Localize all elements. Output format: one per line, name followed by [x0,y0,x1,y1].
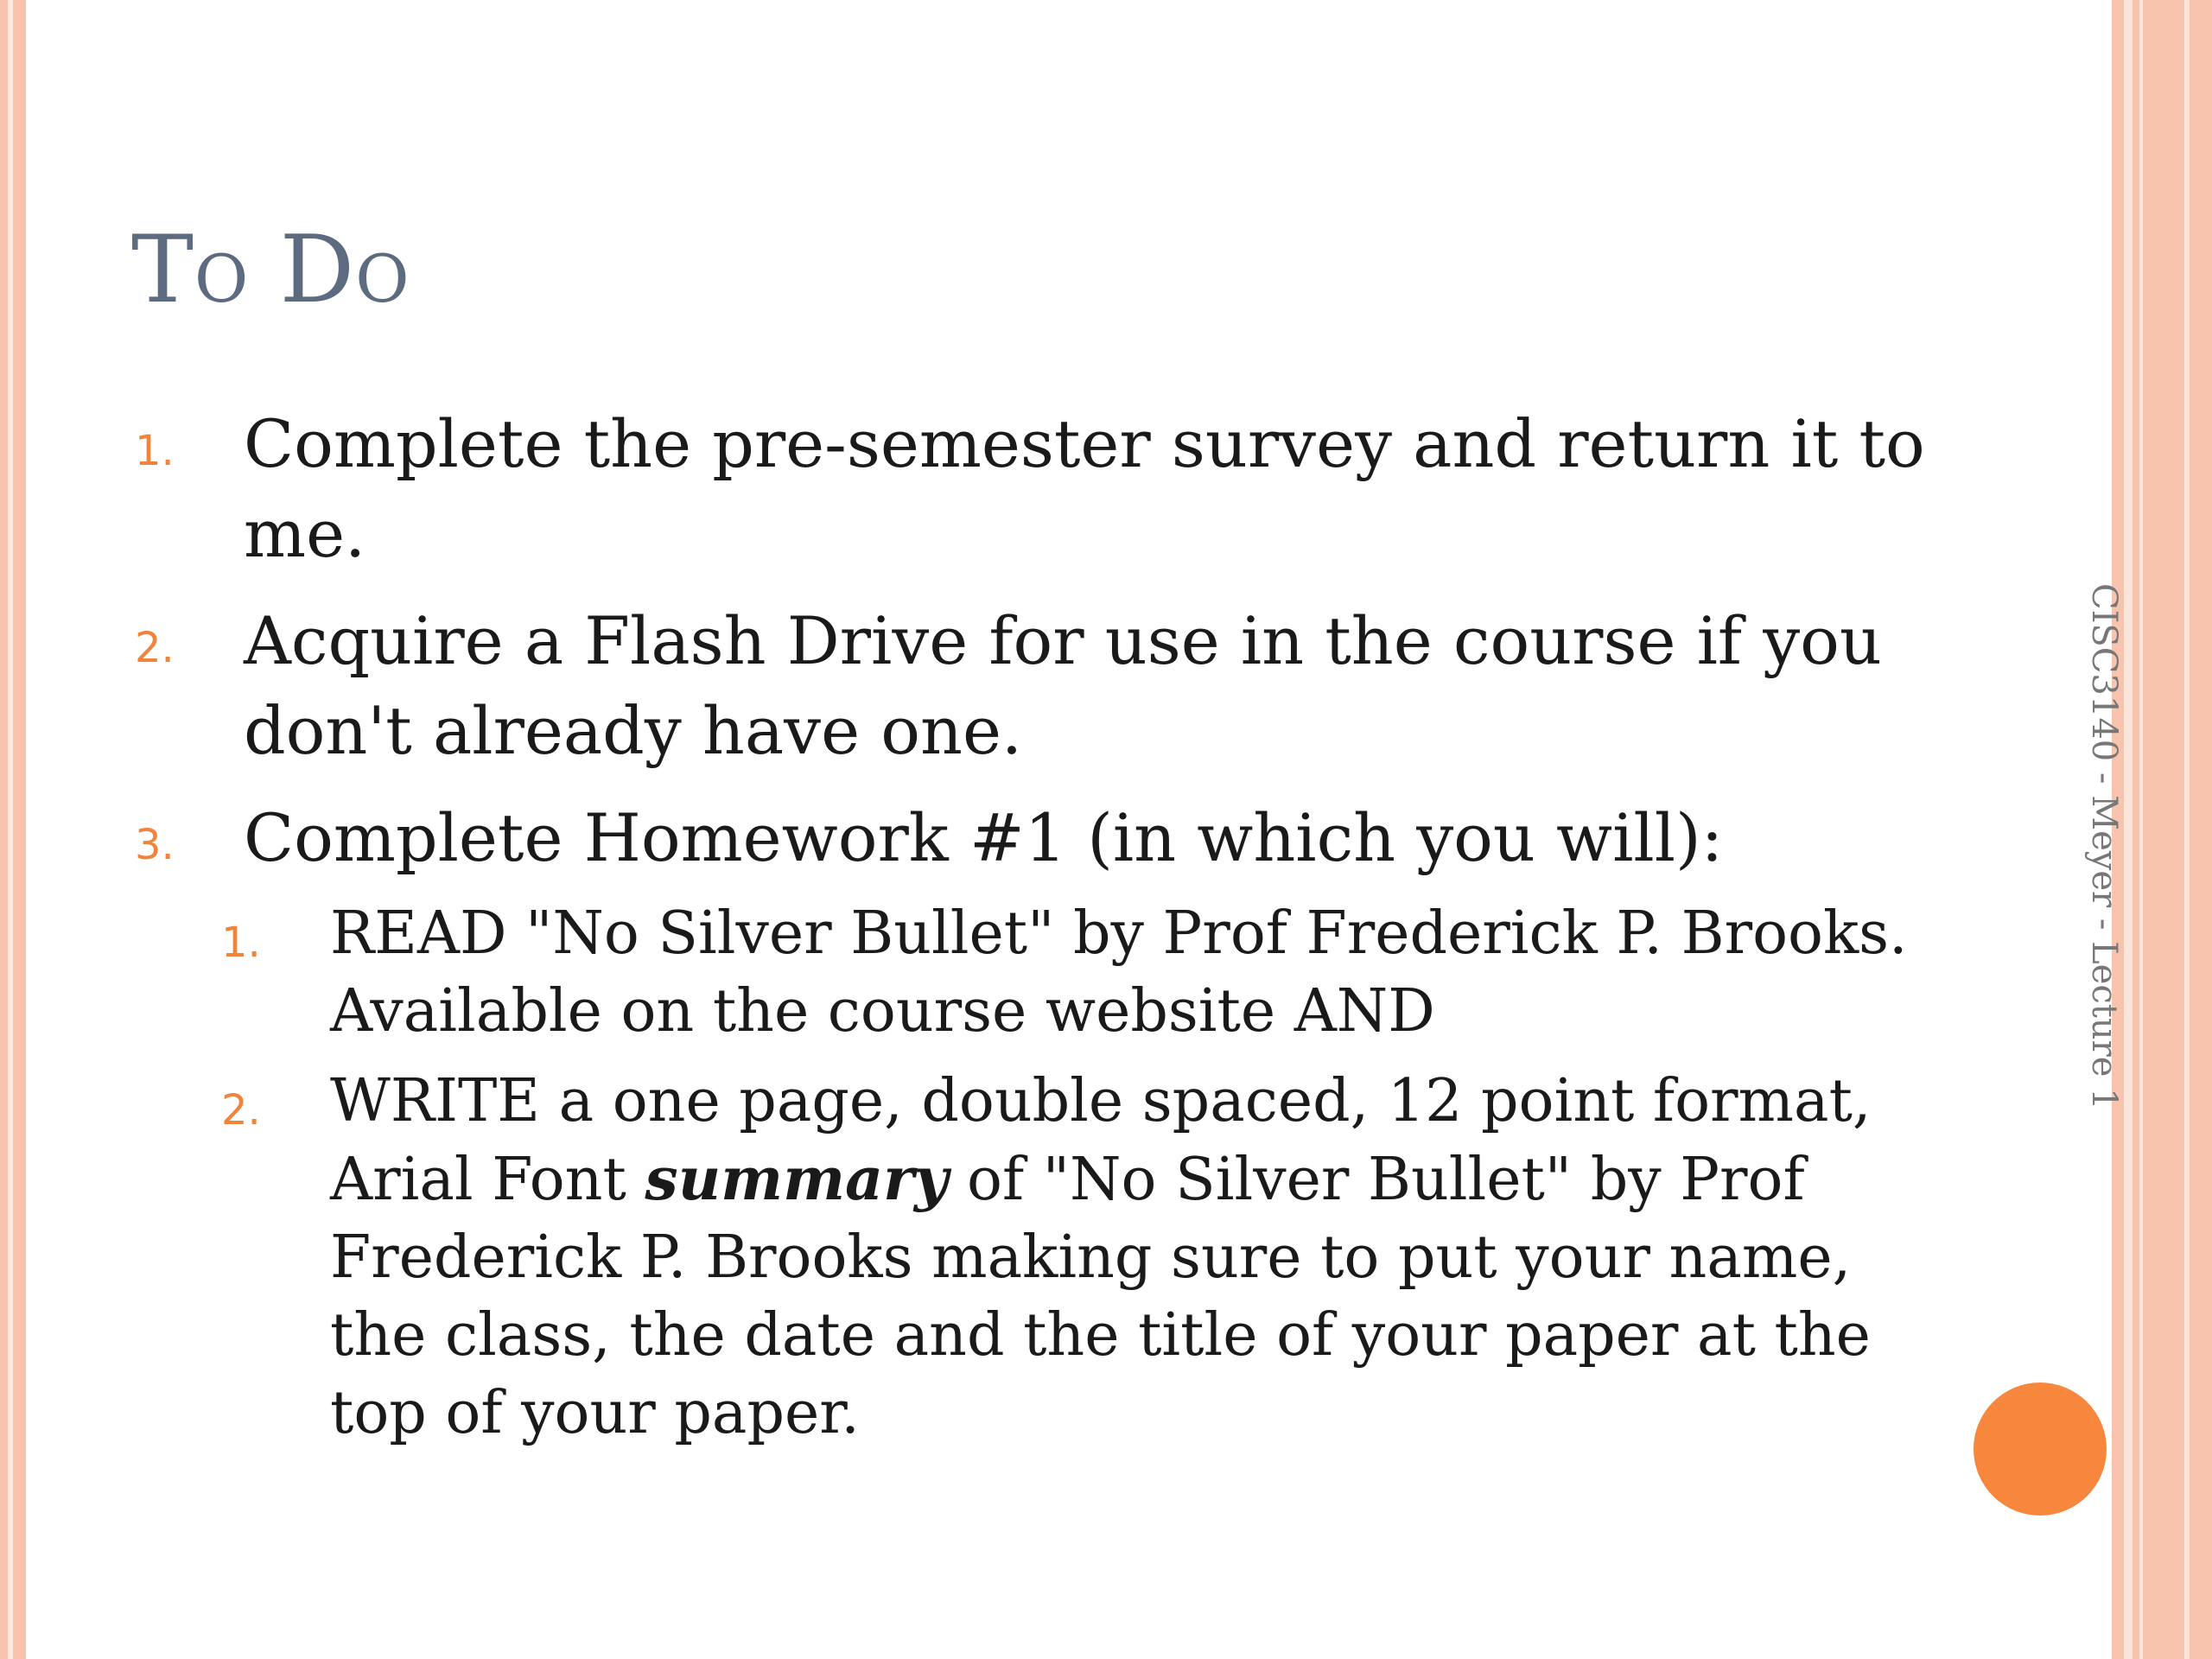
sub-list-text-before: WRITE a one page, double spaced, 12 point format, Arial Font [330,1067,1872,1214]
list-item [130,399,1927,579]
right-border-line [2124,0,2133,1659]
sub-list-text-after: of "No Silver Bullet" by Prof Frederick P. Brooks making sure to put your name, the class, the date and the title of your paper at the top of your paper. [330,1146,1871,1447]
list-item [130,793,1927,883]
list-item-text: Complete the pre-semester survey and return it to me. [244,405,1925,572]
sub-list-number: 1. [221,918,261,967]
list-number: 1. [135,427,175,475]
left-border [0,0,26,1659]
slide-content [130,399,1927,1465]
right-border-line [2184,0,2190,1659]
sub-list [130,895,1927,1452]
list-number: 2. [135,624,175,672]
list-item-text: Acquire a Flash Drive for use in the course if you don't already have one. [244,602,1882,769]
left-border-line [8,0,13,1659]
sub-list-item [216,895,1927,1051]
slide-title: To Do [131,216,410,324]
lecture-side-label: CISC3140 - Meyer - Lecture 1 [2084,583,2124,1110]
emphasized-word: summary [645,1145,949,1214]
sub-list-item [216,1063,1927,1452]
orange-circle-decoration [1974,1382,2107,1516]
list-number: 3. [135,821,175,869]
sub-list-item-text [330,1067,1872,1447]
sub-list-number: 2. [221,1086,261,1135]
list-item [130,596,1927,776]
right-border-line [2139,0,2143,1659]
sub-list-item-text: READ "No Silver Bullet" by Prof Frederick P. Brooks. Available on the course website AND [330,899,1908,1046]
list-item-text: Complete Homework #1 (in which you will): [244,799,1724,876]
